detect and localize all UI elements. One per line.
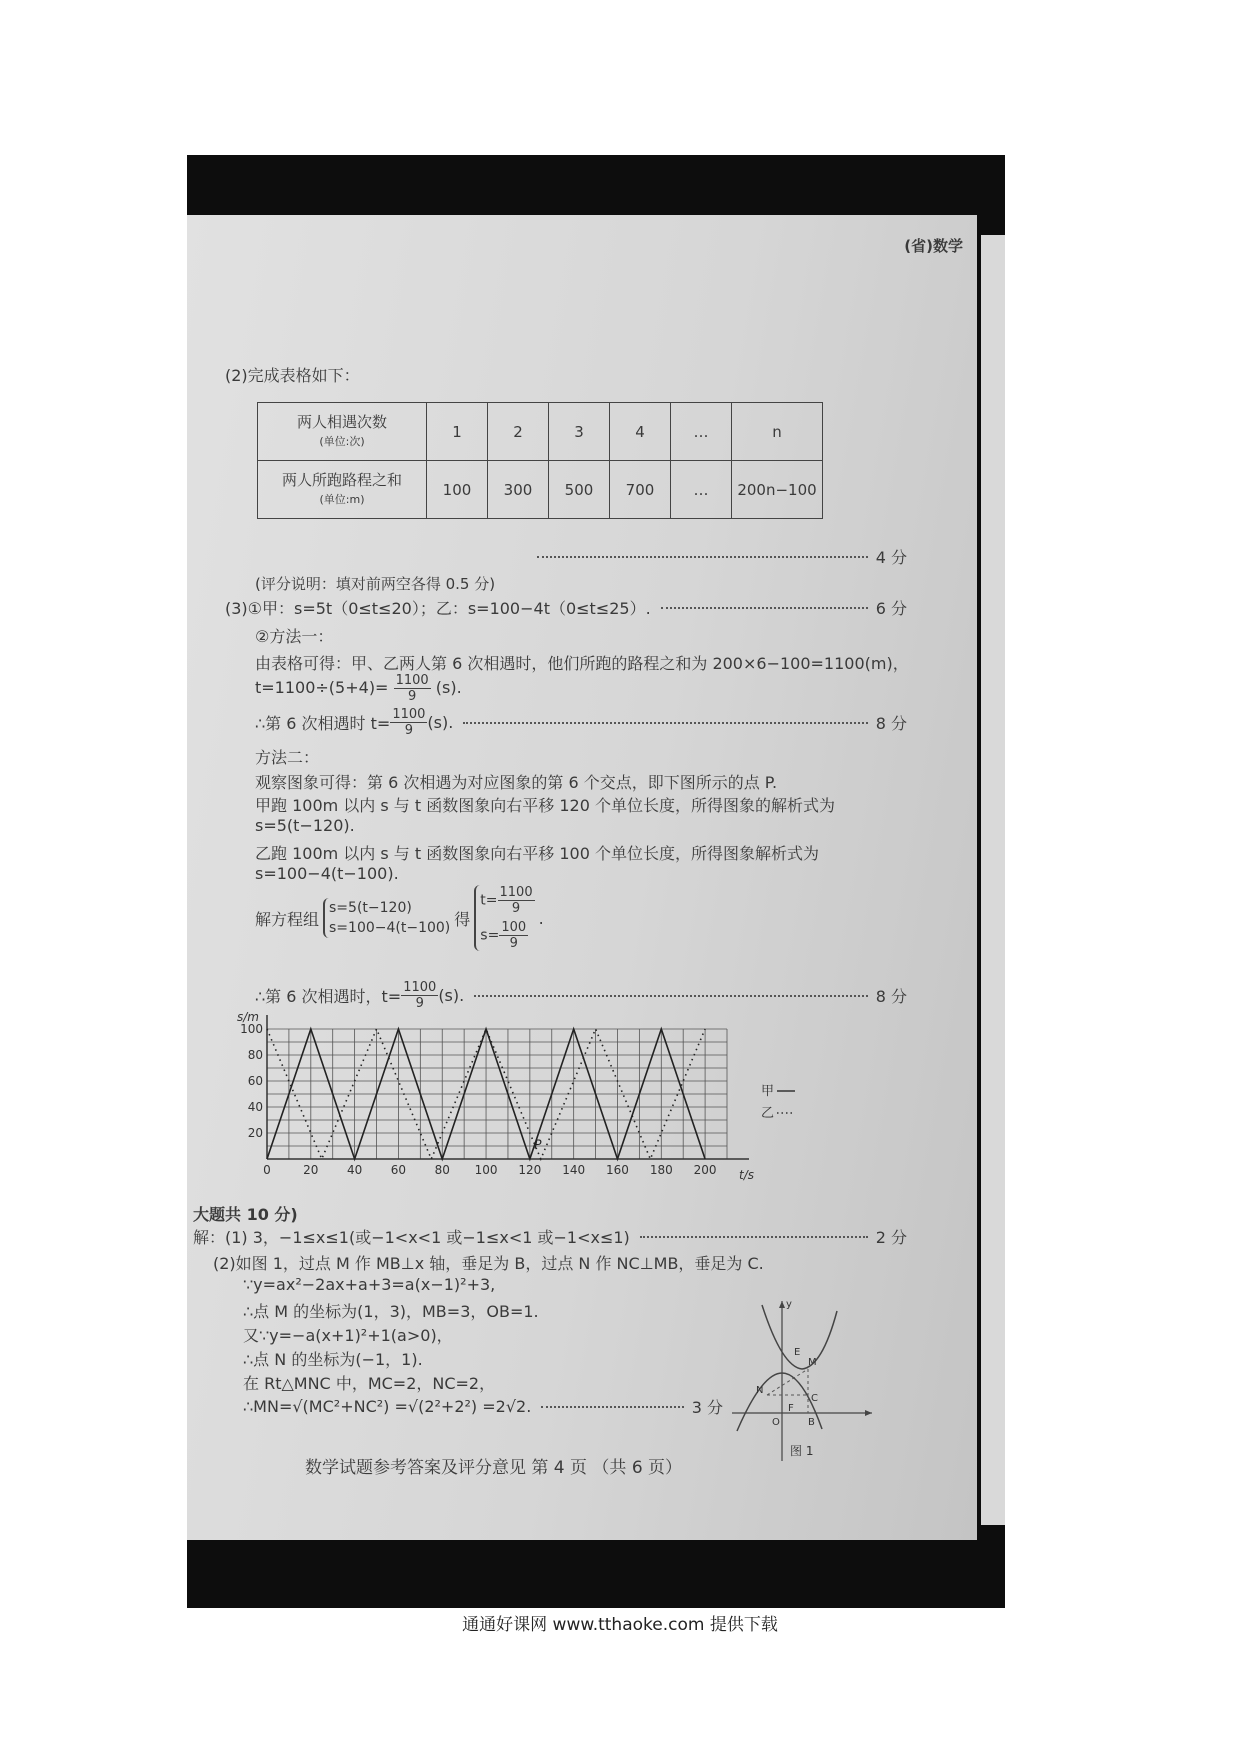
method2-line3: s=5(t−120). [255,816,355,835]
answer-line7: ∴MN=√(MC²+NC²) =√(2²+2²) =2√2. [243,1397,532,1416]
system-label: 解方程组 [255,909,320,929]
fraction-denominator: 9 [509,936,518,951]
fraction-denominator: 9 [407,689,417,704]
y-tick-label: 80 [247,1048,263,1062]
y-tick-label: 20 [247,1126,263,1140]
answer-part1: 解：(1) 3，−1≤x≤1(或−1<x<1 或−1≤x<1 或−1<x≤1) [193,1228,630,1247]
x-tick-label: 40 [346,1163,363,1177]
facing-page-edge [981,235,1005,1525]
score-8: 8 分 [875,987,907,1006]
score-line-4 [187,545,907,568]
score-2: 2 分 [875,1228,907,1247]
fraction-numerator: 100 [501,920,527,935]
x-axis-label: t/s [739,1168,754,1182]
solution-s-label: s= [480,927,500,944]
system-brace [323,898,450,938]
question-header: 大题共 10 分) [193,1205,298,1224]
page-footer: 数学试题参考答案及评分意见 第 4 页 （共 6 页） [305,1458,683,1478]
fraction-denominator: 9 [415,996,424,1011]
score-3: 3 分 [691,1398,723,1417]
segment-MN [767,1369,808,1395]
x-tick-label: 100 [474,1163,498,1177]
y-axis-label: s/m [237,1010,259,1024]
table-header-cell [258,461,427,519]
fraction-numerator: 1100 [499,885,533,900]
row1-label: 两人相遇次数 [296,412,387,431]
fraction-numerator: 1100 [392,707,426,722]
method1-line1: 由表格可得：甲、乙两人第 6 次相遇时，他们所跑的路程之和为 200×6−100=1100(m)， [255,654,909,673]
table-cell: 4 [610,403,671,461]
score-line-2 [193,1225,907,1248]
y-tick-label: 60 [247,1074,263,1088]
fraction [498,885,535,916]
fraction-denominator: 9 [511,901,521,916]
legend-label: 甲 [761,1084,775,1099]
x-tick-label: 120 [518,1163,542,1177]
conclusion1-pre: ∴第 6 次相遇时 t= [255,714,391,733]
x-axis-arrow [865,1410,872,1416]
site-footer: 通通好课网 www.tthaoke.com 提供下载 [462,1615,778,1635]
system-eq2: s=100−4(t−100) [329,920,451,936]
row1-unit: (单位:次) [319,434,365,448]
label-F: F [788,1403,794,1414]
table-cell: … [671,403,732,461]
x-tick-label: 80 [434,1163,450,1177]
fraction-numerator: 1100 [403,980,437,995]
y-tick-label: 40 [247,1100,263,1114]
table-cell: 100 [427,461,488,519]
label-B: B [808,1417,815,1428]
table-cell: n [732,403,823,461]
legend-label: 乙 [761,1106,775,1121]
fraction [499,920,528,951]
fraction-numerator: 1100 [395,673,429,688]
fraction [394,673,431,704]
system-get: 得 [454,909,471,929]
figure-1 [722,1293,882,1473]
parabola-upper [762,1305,837,1369]
scanned-photo [187,155,1005,1608]
x-tick-label: 60 [390,1163,407,1177]
table-header-cell [258,403,427,461]
answer-line4: 又∵y=−a(x+1)²+1(a>0)， [243,1326,453,1345]
point-P-label: P [534,1137,542,1152]
system-eq1: s=5(t−120) [329,900,412,916]
x-tick-label: 140 [562,1163,586,1177]
row2-label: 两人所跑路程之和 [281,470,402,489]
y-axis-arrow [779,1301,785,1308]
answer-line1: (2)如图 1，过点 M 作 MB⊥x 轴，垂足为 B，过点 N 作 NC⊥MB，垂足为 C. [213,1254,764,1273]
table-cell: … [671,461,732,519]
method1-line2-post: (s). [435,678,462,697]
header-subject: (省)数学 [904,237,963,255]
label-y: y [786,1299,792,1310]
table-cell: 2 [488,403,549,461]
x-tick-label: 180 [649,1163,673,1177]
score-line-3 [243,1395,723,1418]
conclusion1-post: (s). [427,713,454,732]
answer-line3: ∴点 M 的坐标为(1，3)，MB=3，OB=1. [243,1302,539,1321]
table-cell: 500 [549,461,610,519]
method2-line2: 甲跑 100m 以内 s 与 t 函数图象向右平移 120 个单位长度，所得图象的解析式为 [255,796,835,815]
table-row [258,461,823,519]
method2-line1: 观察图象可得：第 6 次相遇为对应图象的第 6 个交点，即下图所示的点 P. [255,773,778,792]
score-line-6 [225,596,907,619]
x-tick-label: 200 [693,1163,717,1177]
part2-title: (2)完成表格如下： [225,366,360,385]
label-E: E [794,1347,801,1358]
fraction [390,707,427,738]
x-tick-label: 160 [606,1163,629,1177]
conclusion2-pre: ∴第 6 次相遇时，t= [255,987,402,1006]
method2-title: 方法二： [255,748,320,767]
x-tick-label: 0 [263,1163,271,1177]
conclusion2-post: (s). [438,986,465,1005]
label-M: M [808,1357,817,1368]
solution-brace [474,885,534,951]
score-line-8a [255,707,907,738]
table-cell: 700 [610,461,671,519]
solution-t-label: t= [480,892,498,909]
distance-time-graph [235,1007,795,1197]
answer-line5: ∴点 N 的坐标为(−1，1). [243,1350,423,1369]
label-O: O [772,1417,780,1428]
table-cell: 3 [549,403,610,461]
score-8: 8 分 [875,714,907,733]
y-tick-label: 100 [240,1022,263,1036]
row2-unit: (单位:m) [319,492,365,506]
method2-line4: 乙跑 100m 以内 s 与 t 函数图象向右平移 100 个单位长度，所得图象解析式为 [255,844,819,863]
answer-line6: 在 Rt△MNC 中，MC=2，NC=2， [243,1374,496,1393]
x-tick-label: 20 [303,1163,319,1177]
table-row [258,403,823,461]
figure-caption: 图 1 [790,1444,814,1458]
method1-title: ②方法一： [255,627,334,646]
method1-line2-pre: t=1100÷(5+4)= [255,678,389,697]
score-6: 6 分 [875,599,907,618]
fraction-denominator: 9 [404,723,413,738]
label-N: N [756,1385,764,1396]
equation-system: 解方程组 s=5(t−120) s=100−4(t−100) 得 t= $\frac{1100}{9}$ s= $\frac{100}{9}$ . [255,885,544,951]
method2-line5: s=100−4(t−100). [255,864,399,883]
table-cell: 300 [488,461,549,519]
answer-sheet-page [187,215,977,1540]
method1-line2 [255,673,462,704]
scoring-note: (评分说明：填对前两空各得 0.5 分) [255,575,496,593]
answer-line2: ∵y=ax²−2ax+a+3=a(x−1)²+3, [243,1275,496,1294]
score-4: 4 分 [875,548,907,567]
table-cell: 200n−100 [732,461,823,519]
label-C: C [811,1393,818,1404]
meeting-table [257,402,823,519]
table-cell: 1 [427,403,488,461]
part3-line: (3)①甲：s=5t（0≤t≤20）；乙：s=100−4t（0≤t≤25）. [225,599,651,618]
